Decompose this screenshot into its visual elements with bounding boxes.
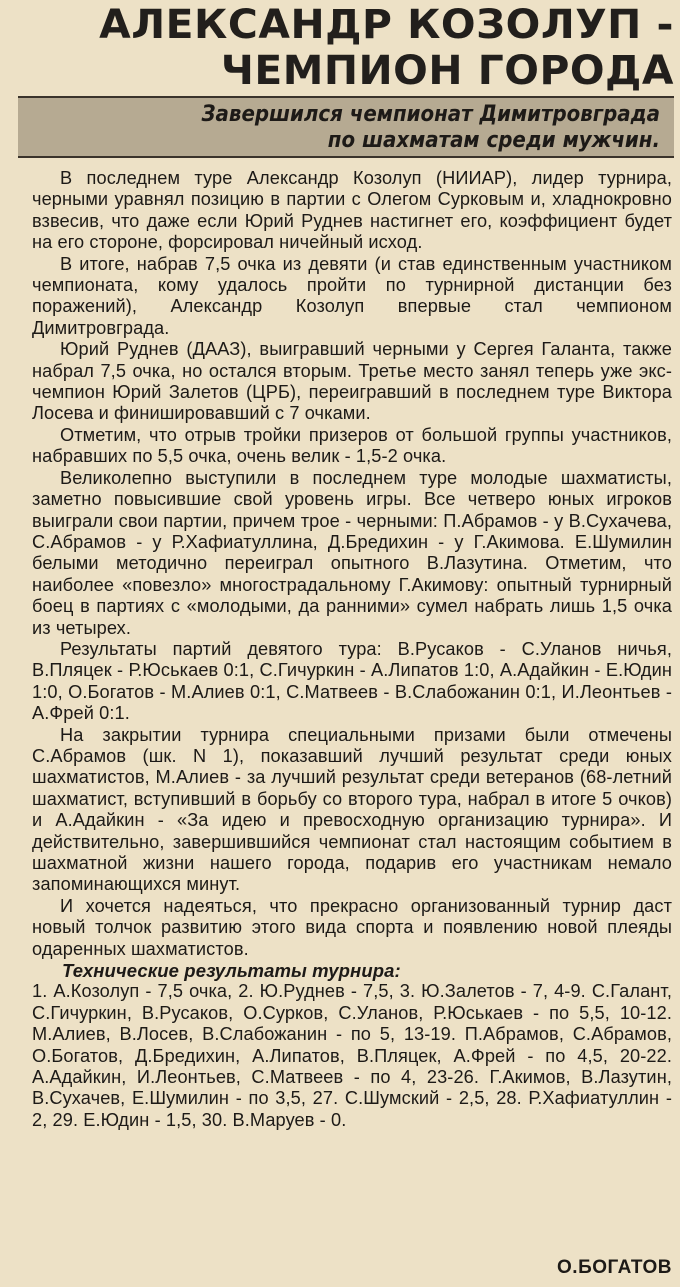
headline xyxy=(62,2,674,94)
paragraph-2: В итоге, набрав 7,5 очка из девяти (и став единственным участником чемпионата, кому удалось пройти по турнирной дистанции без поражений), Александр Козолуп впервые стал чемпионом Димитровграда. xyxy=(32,253,672,338)
paragraph-6: Результаты партий девятого тура: В.Русаков - С.Уланов ничья, В.Пляцек - Р.Юськаев 0:1, С.Гичуркин - А.Липатов 1:0, А.Адайкин - Е.Юдин 1:0, О.Богатов - М.Алиев 0:1, С.Матвеев - В.Слабожанин 0:1, И.Леонтьев - А.Фрей 0:1. xyxy=(32,638,672,724)
subhead-band xyxy=(18,96,674,158)
paragraph-5: Великолепно выступили в последнем туре молодые шахматисты, заметно повысившие свой уровень игры. Все четверо юных игроков выиграли свои партии, причем трое - черными: П.Абрамов - у В.Сухачева, С.Абрамов - у Р.Хафиатуллина, Д.Бредихин - у Г.Акимова. Е.Шумилин белыми методично переиграл опытного В.Лазутина. Отметим, что наиболее «повезло» многострадальному Г.Акимову: опытный турнирный боец в партиях с «молодыми, да ранними» сумел набрать лишь 1,5 очка из четырех. xyxy=(32,467,672,638)
headline-line-2: ЧЕМПИОН ГОРОДА xyxy=(220,48,675,94)
paragraph-7: На закрытии турнира специальными призами были отмечены С.Абрамов (шк. N 1), показавший лучший результат среди юных шахматистов, М.Алиев - за лучший результат среди ветеранов (68-летний шахматист, вступивший в борьбу со второго тура, набрал в итоге 5 очков) и А.Адайкин - «За идею и превосходную организацию турнира». И действительно, завершившийся чемпионат стал настоящим событием в шахматной жизни нашего города, подарив его участникам немало запоминающихся минут. xyxy=(32,724,672,895)
paragraph-1: В последнем туре Александр Козолуп (НИИАР), лидер турнира, черными уравнял позицию в партии с Олегом Сурковым и, хладнокровно взвесив, что даже если Юрий Руднев настигнет его, коэффициент будет на его стороне, форсировал ничейный исход. xyxy=(32,168,672,253)
results-text: 1. А.Козолуп - 7,5 очка, 2. Ю.Руднев - 7,5, 3. Ю.Залетов - 7, 4-9. С.Галант, С.Гичуркин, В.Русаков, О.Сурков, С.Уланов, Р.Юськаев - по 5,5, 10-12. М.Алиев, В.Лосев, В.Слабожанин - по 5, 13-19. П.Абрамов, С.Абрамов, О.Богатов, Д.Бредихин, А.Липатов, В.Пляцек, А.Фрей - по 4,5, 20-22. А.Адайкин, И.Леонтьев, С.Матвеев - по 4, 23-26. Г.Акимов, В.Лазутин, В.Сухачев, Е.Шумилин - по 3,5, 27. С.Шумский - 2,5, 28. Р.Хафиатуллин - 2, 29. Е.Юдин - 1,5, 30. В.Маруев - 0. xyxy=(32,981,672,1130)
subhead-line-1: Завершился чемпионат Димитровграда xyxy=(201,102,660,127)
paragraph-4: Отметим, что отрыв тройки призеров от большой группы участников, набравших по 5,5 очка, очень велик - 1,5-2 очка. xyxy=(32,424,672,467)
subhead-line-2: по шахматам среди мужчин. xyxy=(327,128,660,153)
results-heading: Технические результаты турнира: xyxy=(62,960,401,982)
article-body xyxy=(32,168,672,1131)
author-signature: О.БОГАТОВ xyxy=(557,1257,672,1278)
paragraph-8: И хочется надеяться, что прекрасно организованный турнир даст новый толчок развитию этого вида спорта и появлению новой плеяды одаренных шахматистов. xyxy=(32,895,672,959)
headline-line-1: АЛЕКСАНДР КОЗОЛУП - xyxy=(99,2,674,48)
paragraph-3: Юрий Руднев (ДААЗ), выигравший черными у Сергея Галанта, также набрал 7,5 очка, но остался вторым. Третье место занял теперь уже экс-чемпион Юрий Залетов (ЦРБ), переигравший в последнем туре Виктора Лосева и финишировавший с 7 очками. xyxy=(32,339,672,424)
subhead xyxy=(202,102,661,154)
